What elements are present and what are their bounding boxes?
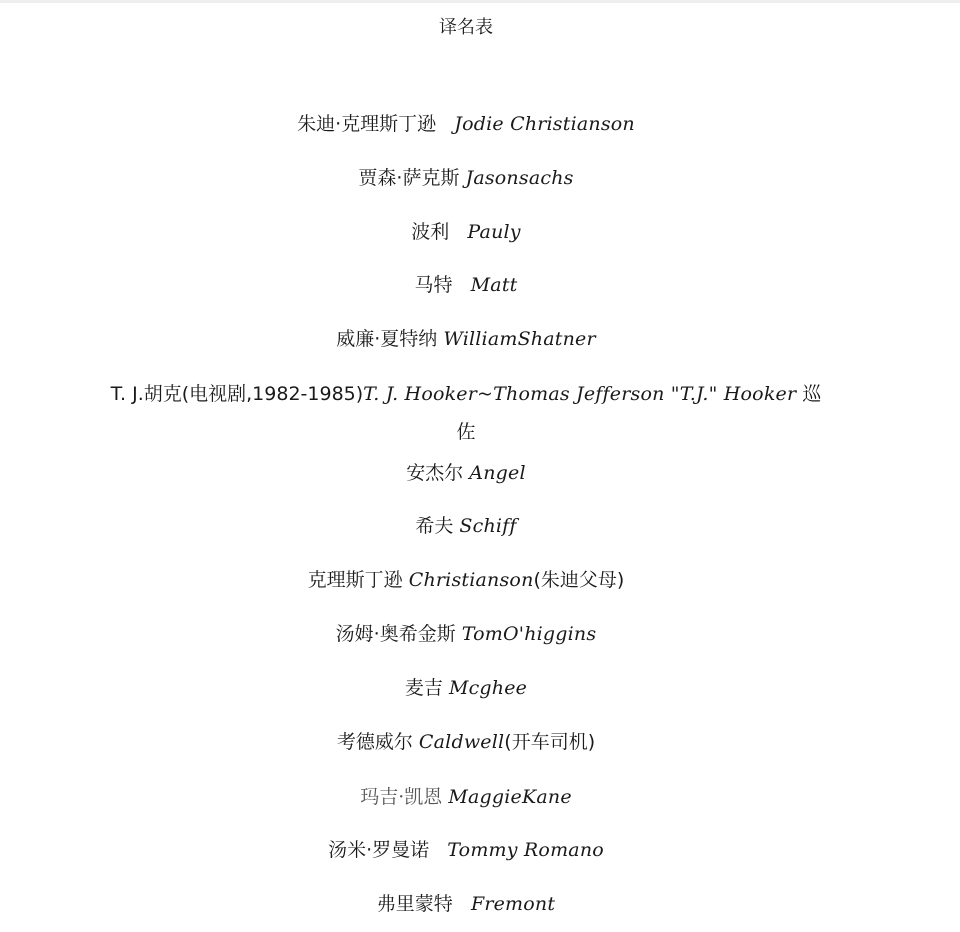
english-name: Christianson	[408, 569, 534, 591]
chinese-name: 波利	[411, 221, 450, 243]
list-item	[110, 375, 822, 451]
chinese-name: 克理斯丁逊	[307, 569, 403, 591]
chinese-name: T. J.胡克(电视剧,1982-1985)	[110, 383, 364, 405]
list-item	[0, 326, 932, 352]
english-name: MaggieKane	[448, 786, 572, 808]
chinese-name: 朱迪·克理斯丁逊	[297, 113, 437, 135]
chinese-name: 汤米·罗曼诺	[328, 839, 430, 861]
list-item	[0, 513, 932, 539]
english-name: Pauly	[467, 221, 521, 243]
chinese-name: 考德威尔	[336, 731, 413, 753]
chinese-name: 希夫	[415, 515, 454, 537]
chinese-name: 安杰尔	[406, 462, 464, 484]
list-item	[0, 729, 932, 755]
english-name: Matt	[470, 274, 518, 296]
name-note: (朱迪父母)	[533, 569, 625, 591]
list-item	[0, 567, 932, 593]
english-name: Jasonsachs	[465, 167, 574, 189]
chinese-name: 贾森·萨克斯	[358, 167, 460, 189]
list-item	[0, 837, 932, 863]
list-item	[0, 784, 932, 810]
english-name: Jodie Christianson	[454, 113, 635, 135]
list-item	[0, 165, 932, 191]
page-title: 译名表	[439, 17, 493, 38]
list-item	[0, 621, 932, 647]
list-item	[0, 111, 932, 137]
chinese-name: 威廉·夏特纳	[336, 328, 438, 350]
chinese-name: 麦吉	[404, 677, 443, 699]
english-name: Caldwell	[418, 731, 505, 753]
list-item	[0, 219, 932, 245]
english-name: Schiff	[459, 515, 517, 537]
name-note: 巡佐	[456, 383, 822, 443]
list-item	[0, 675, 932, 701]
english-name: Angel	[469, 462, 526, 484]
english-name: TomO'higgins	[461, 623, 597, 645]
english-name: Fremont	[470, 893, 556, 915]
list-item	[0, 460, 932, 486]
english-name: Tommy Romano	[447, 839, 604, 861]
english-name: WilliamShatner	[443, 328, 596, 350]
chinese-name: 汤姆·奥希金斯	[335, 623, 456, 645]
list-item	[0, 272, 932, 298]
chinese-name: 玛吉·凯恩	[360, 786, 443, 808]
list-item	[0, 891, 932, 917]
english-name: Mcghee	[448, 677, 528, 699]
name-note: (开车司机)	[504, 731, 596, 753]
chinese-name: 马特	[414, 274, 453, 296]
english-name: T. J. Hooker~Thomas Jefferson "T.J." Hooker	[363, 383, 797, 405]
chinese-name: 弗里蒙特	[376, 893, 453, 915]
